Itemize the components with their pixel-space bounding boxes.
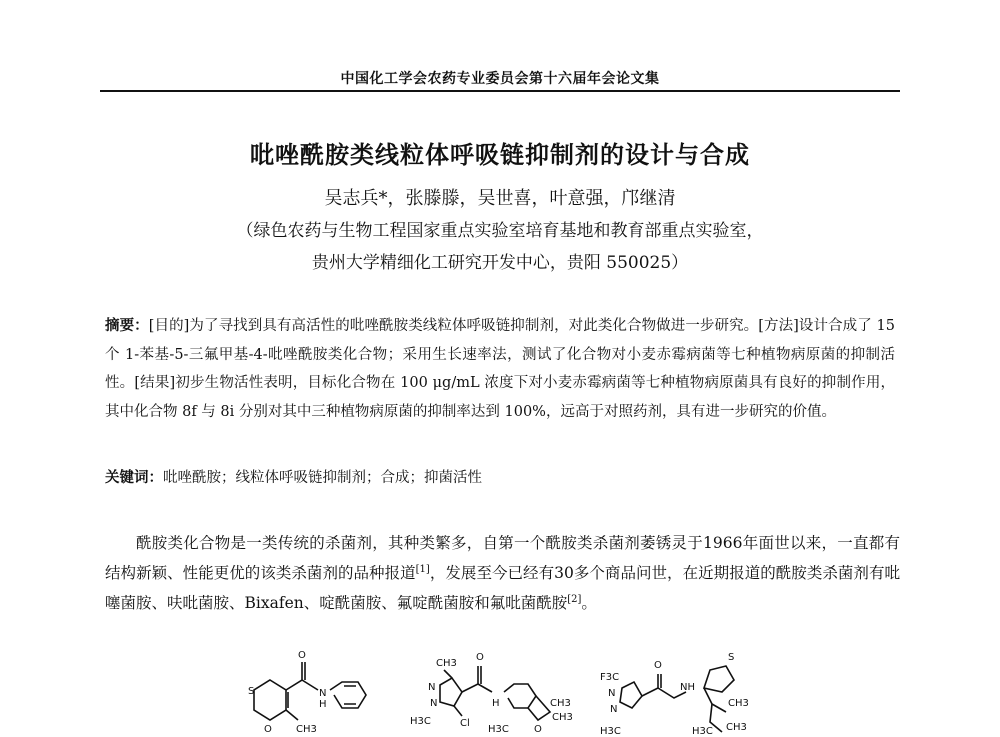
keywords-text: 吡唑酰胺；线粒体呼吸链抑制剂；合成；抑菌活性 (163, 470, 482, 486)
s1-methyl: CH3 (296, 724, 317, 735)
structure-penthiopyrad-like (600, 640, 800, 737)
s3-methyl-b: H3C (600, 726, 621, 737)
s3-nitrogen-1: N (608, 688, 616, 699)
s3-nitrogen-2: N (610, 704, 618, 715)
abstract (105, 312, 895, 426)
abstract-label: 摘要： (105, 318, 149, 334)
paper-title: 吡唑酰胺类线粒体呼吸链抑制剂的设计与合成 (250, 141, 750, 169)
s1-amide-nitrogen: N (319, 688, 327, 699)
chemical-structures (230, 640, 790, 737)
reference-2: [2] (567, 593, 582, 605)
s3-trifluoromethyl: F3C (600, 672, 620, 683)
s3-methyl-d: H3C (692, 726, 713, 737)
abstract-text: [目的]为了寻找到具有高活性的吡唑酰胺类线粒体呼吸链抑制剂，对此类化合物做进一步研究。[方法]设计合成了 15 个 1-苯基-5-三氟甲基-4-吡唑酰胺类化合物；采用生长速率法，测试了化合物对小麦赤霉病菌等七种植物病原菌的抑制活性。[结果]初步生物活性表明，目标化合物在 100 μg/mL 浓度下对小麦赤霉病菌等七种植物病原菌具有良好的抑制作用，其中化合物 8f 与 8i 分别对其中三种植物病原菌的抑制率达到 100%，远高于对照药剂，具有进一步研究的价值。 (105, 318, 896, 420)
reference-1: [1] (415, 563, 430, 575)
body-text-part-1: 酰胺类化合物是一类传统的杀菌剂，其种类繁多，自第一个酰胺类杀菌剂萎锈灵于1966年面世以来，一直都有结构新颖、性能更优的该类杀菌剂的品种报道 (105, 534, 900, 582)
s3-methyl-c: CH3 (726, 722, 747, 733)
affiliation-line-1: （绿色农药与生物工程国家重点实验室培育基地和教育部重点实验室， (236, 221, 764, 241)
s1-carbonyl-oxygen: O (298, 650, 306, 661)
s2-methyl-top: CH3 (436, 658, 457, 669)
s2-chlorine: Cl (460, 718, 470, 729)
s2-methyl-right-2: CH3 (552, 712, 573, 723)
s3-amide-nh: NH (680, 682, 695, 693)
s1-amide-hydrogen: H (319, 699, 327, 710)
s2-carbonyl-oxygen: O (476, 652, 484, 663)
s3-thiophene-sulfur: S (728, 652, 735, 663)
body-text-part-2: ，发展至今已经有30多个商品问世，在近期报道的酰胺类杀菌剂有吡噻菌胺、呋吡菌胺、Bixafen、啶酰菌胺、氟啶酰菌胺和氟吡菌酰胺 (105, 564, 900, 612)
keywords-label: 关键词： (105, 470, 163, 486)
keywords (105, 466, 895, 490)
affiliation-line-2: 贵州大学精细化工研究开发中心，贵阳 550025） (311, 253, 689, 273)
s2-methyl-right-1: CH3 (550, 698, 571, 709)
s2-methyl-bottom: H3C (488, 724, 509, 735)
s2-nitrogen-1: N (428, 682, 436, 693)
s2-nitrogen-2: N (430, 698, 438, 709)
authors: 吴志兵*，张滕滕，吴世喜，叶意强，邝继清 (324, 188, 676, 209)
structure-furametpyr-like (410, 640, 590, 737)
s2-methyl-left: H3C (410, 716, 431, 727)
s1-ring-oxygen: O (264, 724, 272, 735)
header-rule (100, 90, 900, 92)
s1-sulfur: S (248, 686, 255, 697)
body-text-part-3: 。 (581, 594, 597, 612)
s3-methyl-a: CH3 (728, 698, 749, 709)
body-paragraph (105, 528, 900, 618)
s2-ring-oxygen: O (534, 724, 542, 735)
structure-carboxin-like (230, 640, 380, 737)
s2-amide-hydrogen: H (492, 698, 500, 709)
running-header: 中国化工学会农药专业委员会第十六届年会论文集 (340, 71, 660, 87)
s3-carbonyl-oxygen: O (654, 660, 662, 671)
